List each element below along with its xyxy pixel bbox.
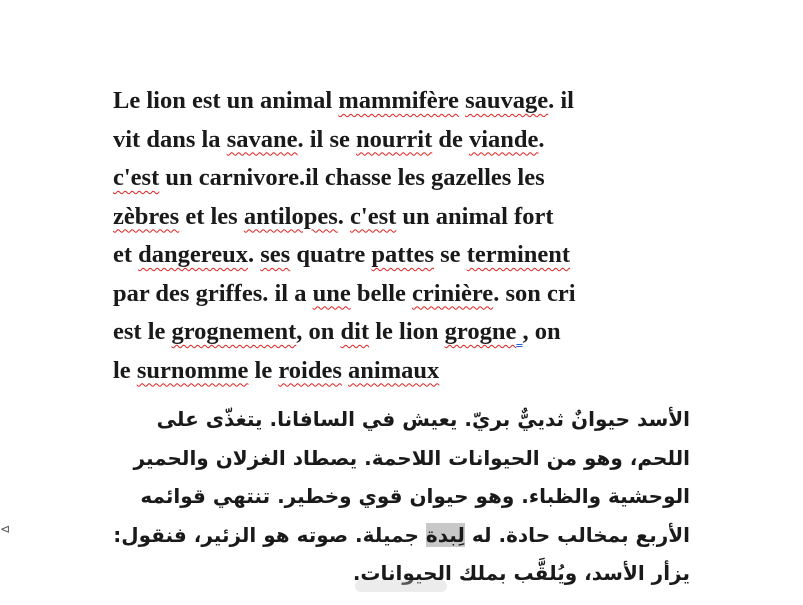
misspelled-word[interactable]: grognement bbox=[171, 318, 297, 345]
misspelled-word[interactable]: viande bbox=[468, 125, 539, 153]
text-run: الوحشية والظباء. وهو حيوان قوي وخطير. تنتهي قوائمه bbox=[140, 484, 690, 508]
misspelled-word[interactable]: grogne bbox=[444, 318, 517, 345]
text-run: vit dans la bbox=[113, 125, 227, 153]
text-run: جميلة. صوته هو الزئير، فنقول: bbox=[113, 522, 426, 547]
text-run: , on bbox=[522, 318, 561, 345]
misspelled-word[interactable]: mammifère bbox=[338, 87, 459, 114]
misspelled-word[interactable]: zèbres bbox=[113, 202, 180, 230]
text-line bbox=[110, 477, 690, 516]
text-run: quatre bbox=[290, 241, 372, 268]
text-line bbox=[113, 159, 693, 198]
misspelled-word[interactable]: sauvage bbox=[465, 87, 549, 114]
misspelled-word[interactable]: roides bbox=[278, 356, 342, 384]
text-run: . bbox=[538, 125, 545, 153]
misspelled-word[interactable]: savane bbox=[226, 125, 298, 153]
text-run: est le bbox=[113, 318, 172, 345]
text-line bbox=[113, 275, 693, 314]
text-line bbox=[113, 236, 693, 275]
misspelled-word[interactable]: pattes bbox=[371, 241, 435, 268]
misspelled-word[interactable]: terminent bbox=[466, 241, 571, 268]
misspelled-word[interactable]: dangereux bbox=[138, 241, 248, 268]
text-run: . bbox=[247, 241, 261, 268]
text-run: par des griffes. il a bbox=[113, 279, 313, 307]
text-run: de bbox=[432, 125, 469, 153]
text-run: le bbox=[113, 356, 137, 384]
text-line bbox=[110, 516, 690, 555]
misspelled-word[interactable]: antilopes bbox=[243, 202, 338, 230]
text-run: . son cri bbox=[493, 279, 576, 307]
text-run: le lion bbox=[369, 318, 445, 345]
text-run: un animal fort bbox=[396, 202, 554, 230]
text-run: . il se bbox=[297, 125, 357, 153]
french-paragraph[interactable] bbox=[113, 82, 693, 390]
text-run: الأربع بمخالب حادة. له bbox=[464, 522, 690, 547]
misspelled-word[interactable]: c'est bbox=[113, 164, 160, 191]
paragraph-mark-icon: ⊲ bbox=[0, 522, 11, 536]
text-run: . bbox=[337, 202, 351, 230]
text-run: et les bbox=[179, 202, 244, 230]
text-line bbox=[110, 400, 690, 439]
text-line bbox=[113, 313, 693, 352]
text-run: اللحم، وهو من الحيوانات اللاحمة. يصطاد الغزلان والحمير bbox=[133, 445, 690, 470]
misspelled-word[interactable]: crinière bbox=[412, 279, 494, 307]
text-run: . il bbox=[548, 87, 574, 114]
misspelled-word[interactable]: une bbox=[312, 279, 351, 307]
text-line bbox=[113, 352, 693, 391]
misspelled-word[interactable]: ses bbox=[260, 241, 291, 268]
text-run: et bbox=[113, 241, 139, 268]
misspelled-word[interactable]: c'est bbox=[350, 202, 397, 230]
misspelled-word[interactable]: surnomme bbox=[136, 356, 249, 384]
misspelled-word[interactable]: nourrit bbox=[356, 125, 433, 153]
paste-options-indicator[interactable] bbox=[355, 580, 447, 592]
text-run: الأسد حيوانٌ ثدييٌّ بريّ. يعيش في السافانا. يتغذّى على bbox=[156, 407, 690, 431]
text-run: Le lion est un animal bbox=[113, 87, 339, 114]
misspelled-word[interactable]: animaux bbox=[348, 356, 440, 384]
text-run: le bbox=[248, 356, 279, 384]
text-run: , on bbox=[296, 318, 341, 345]
text-line bbox=[113, 198, 693, 237]
text-run: belle bbox=[350, 279, 413, 307]
text-run: يزأر الأسد، ويُلقَّب بملك الحيوانات. bbox=[352, 561, 690, 585]
text-line bbox=[113, 121, 693, 160]
misspelled-word[interactable]: dit bbox=[340, 318, 370, 345]
text-run: un carnivore.il chasse les gazelles les bbox=[159, 164, 545, 191]
text-run: se bbox=[434, 241, 467, 268]
text-line bbox=[110, 439, 690, 478]
highlighted-word[interactable]: لِبدة bbox=[425, 522, 465, 547]
text-line bbox=[113, 82, 693, 121]
arabic-paragraph[interactable] bbox=[110, 400, 690, 593]
